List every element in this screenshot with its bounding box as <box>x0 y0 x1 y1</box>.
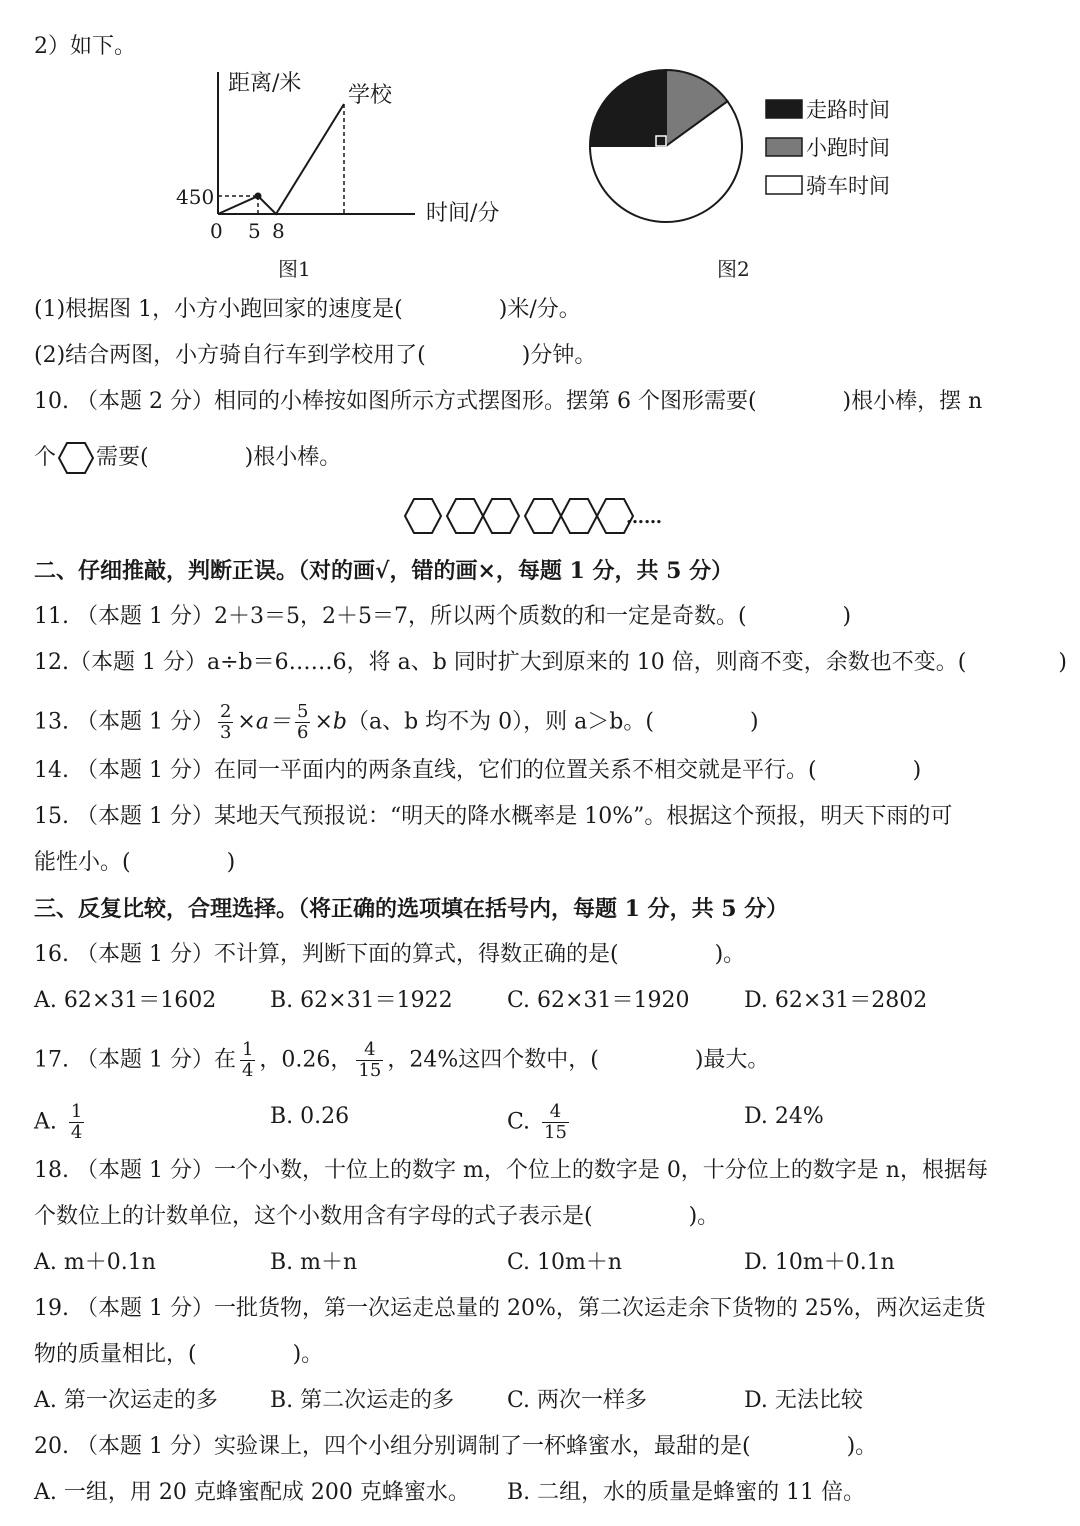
pattern-figure-1 <box>405 499 441 533</box>
pie-slice-walk <box>590 70 666 146</box>
q19-line1: 19. （本题 1 分）一批货物，第一次运走总量的 20%，第二次运走余下货物的 25%，两次运走货 <box>34 1296 986 1321</box>
fraction-2-3: $\frac{2}{3}$ <box>219 701 232 743</box>
q20-stem <box>34 1432 877 1462</box>
q18-line2-pre: 个数位上的计数单位，这个小数用含有字母的式子表示是( <box>34 1204 593 1229</box>
q16-option-c[interactable]: C. 62×31＝1920 <box>507 988 690 1013</box>
q15-line1: 15. （本题 1 分）某地天气预报说：“明天的降水概率是 10%”。根据这个预报，明天下雨的可 <box>34 804 953 829</box>
q19-option-a[interactable]: A. 第一次运走的多 <box>34 1388 218 1413</box>
q14 <box>34 756 921 786</box>
q19-option-c[interactable]: C. 两次一样多 <box>507 1388 648 1413</box>
close-paren: ) <box>1058 650 1067 675</box>
q12 <box>34 648 1067 678</box>
fraction-5-6: $\frac{5}{6}$ <box>296 701 309 743</box>
q17-option-a[interactable] <box>34 1102 88 1143</box>
y-axis-label: 距离/米 <box>228 71 302 96</box>
q14-text: 14. （本题 1 分）在同一平面内的两条直线，它们的位置关系不相交就是平行。( <box>34 758 817 783</box>
q17-option-b[interactable]: B. 0.26 <box>270 1104 350 1129</box>
q13-times-b: ×b <box>314 709 347 735</box>
x-tick-0: 0 <box>210 219 223 243</box>
figure-2-caption: 图2 <box>717 257 750 281</box>
q15-line2 <box>34 848 235 878</box>
y-tick-450: 450 <box>176 185 215 209</box>
q10-line2-mid: 需要( <box>96 445 149 470</box>
legend-swatch-bike <box>766 176 802 194</box>
fraction-4-15: $\frac{4}{15}$ <box>358 1039 382 1081</box>
q17-option-c[interactable] <box>507 1102 573 1143</box>
q12-text: 12.（本题 1 分）a÷b＝6……6，将 a、b 同时扩大到原来的 10 倍，则商不变，余数也不变。( <box>34 650 967 675</box>
q19-option-b[interactable]: B. 第二次运走的多 <box>270 1388 455 1413</box>
school-label: 学校 <box>348 83 393 108</box>
q16-option-b[interactable]: B. 62×31＝1922 <box>270 988 453 1013</box>
close-paren: ) <box>226 850 236 875</box>
pattern-figure-2 <box>447 499 519 533</box>
pattern-ellipsis: …… <box>626 507 662 528</box>
q20-option-b[interactable]: B. 二组，水的质量是蜂蜜的 11 倍。 <box>507 1480 866 1505</box>
q16-option-a[interactable]: A. 62×31＝1602 <box>34 988 217 1013</box>
q16-stem-pre: 16. （本题 1 分）不计算，判断下面的算式，得数正确的是( <box>34 942 619 967</box>
q18-line2-post: )。 <box>688 1204 720 1229</box>
q11 <box>34 602 851 632</box>
q9-part1 <box>34 295 581 325</box>
q16-stem <box>34 940 745 970</box>
hexagon-icon <box>58 441 94 475</box>
figure-2-pie-chart <box>580 60 940 290</box>
fraction-1-4: $\frac{1}{4}$ <box>241 1039 254 1081</box>
section-2-heading: 二、仔细推敲，判断正误。（对的画√，错的画×，每题 1 分，共 5 分） <box>34 558 734 584</box>
q10-line1 <box>34 387 982 417</box>
legend-swatch-jog <box>766 138 802 156</box>
section-3-heading: 三、反复比较，合理选择。（将正确的选项填在括号内，每题 1 分，共 5 分） <box>34 896 789 922</box>
q18-option-a[interactable]: A. m＋0.1n <box>34 1250 156 1275</box>
q17-option-d[interactable]: D. 24% <box>744 1104 824 1129</box>
close-paren: ) <box>749 709 759 735</box>
q10-line2-pre: 个 <box>34 445 57 470</box>
q18-line2 <box>34 1202 719 1232</box>
q19-line2 <box>34 1340 323 1370</box>
q20-stem-pre: 20. （本题 1 分）实验课上，四个小组分别调制了一杯蜂蜜水，最甜的是( <box>34 1434 751 1459</box>
q13-times-a: ×a＝ <box>237 709 291 735</box>
x-axis-label: 时间/分 <box>426 201 500 226</box>
q20-option-a[interactable]: A. 一组，用 20 克蜂蜜配成 200 克蜂蜜水。 <box>34 1480 470 1505</box>
q16-stem-post: )。 <box>714 942 746 967</box>
q19-line2-post: )。 <box>292 1342 324 1367</box>
figure-1-line-graph <box>160 60 580 290</box>
q17-suffix-pre: ，24%这四个数中，( <box>387 1047 599 1073</box>
q17-stem <box>34 1040 769 1081</box>
q9-part2-pre: (2)结合两图，小方骑自行车到学校用了( <box>34 343 426 368</box>
pattern-figure-3 <box>525 499 633 533</box>
q10-line2 <box>34 441 341 475</box>
q9-part2 <box>34 341 596 371</box>
x-tick-5: 5 <box>248 219 261 243</box>
option-letter: A. <box>34 1109 57 1135</box>
q18-option-c[interactable]: C. 10m＋n <box>507 1250 623 1275</box>
intro-text: 2）如下。 <box>34 34 136 59</box>
q10-line1-post: )根小棒，摆 n <box>842 389 983 414</box>
q9-part1-pre: (1)根据图 1，小方小跑回家的速度是( <box>34 297 403 322</box>
option-letter: C. <box>507 1109 531 1135</box>
q15-line2-text: 能性小。( <box>34 850 131 875</box>
q17-suffix-post: )最大。 <box>694 1047 770 1073</box>
q13-condition: （a、b 均不为 0），则 a＞b。( <box>346 709 654 735</box>
q19-line2-pre: 物的质量相比，( <box>34 1342 197 1367</box>
close-paren: ) <box>912 758 922 783</box>
q13 <box>34 702 759 743</box>
legend-label-bike: 骑车时间 <box>806 174 890 198</box>
legend-label-jog: 小跑时间 <box>806 136 890 160</box>
q18-line1: 18. （本题 1 分）一个小数，十位上的数字 m，个位上的数字是 0，十分位上的数字是 n，根据每 <box>34 1158 988 1183</box>
legend-swatch-walk <box>766 100 802 118</box>
hexagon-pattern <box>404 496 704 540</box>
q9-part2-post: )分钟。 <box>521 343 597 368</box>
q10-line1-pre: 10. （本题 2 分）相同的小棒按如图所示方式摆图形。摆第 6 个图形需要( <box>34 389 757 414</box>
q16-option-d[interactable]: D. 62×31＝2802 <box>744 988 928 1013</box>
turning-point <box>255 193 262 200</box>
q19-option-d[interactable]: D. 无法比较 <box>744 1388 863 1413</box>
legend-label-walk: 走路时间 <box>806 98 890 122</box>
q10-line2-post: )根小棒。 <box>244 445 342 470</box>
fraction-4-15: $\frac{4}{15}$ <box>544 1101 567 1143</box>
q18-option-b[interactable]: B. m＋n <box>270 1250 358 1275</box>
q9-part1-post: )米/分。 <box>498 297 581 322</box>
figure-1-caption: 图1 <box>278 257 311 281</box>
q18-option-d[interactable]: D. 10m＋0.1n <box>744 1250 895 1275</box>
q13-prefix: 13. （本题 1 分） <box>34 709 214 735</box>
q20-stem-post: )。 <box>846 1434 878 1459</box>
close-paren: ) <box>842 604 852 629</box>
q17-mid: ，0.26， <box>259 1047 353 1073</box>
fraction-1-4: $\frac{1}{4}$ <box>70 1101 83 1143</box>
q11-text: 11. （本题 1 分）2＋3＝5，2＋5＝7，所以两个质数的和一定是奇数。( <box>34 604 747 629</box>
q17-prefix: 17. （本题 1 分）在 <box>34 1047 236 1073</box>
x-tick-8: 8 <box>272 219 285 243</box>
distance-line <box>218 104 344 214</box>
